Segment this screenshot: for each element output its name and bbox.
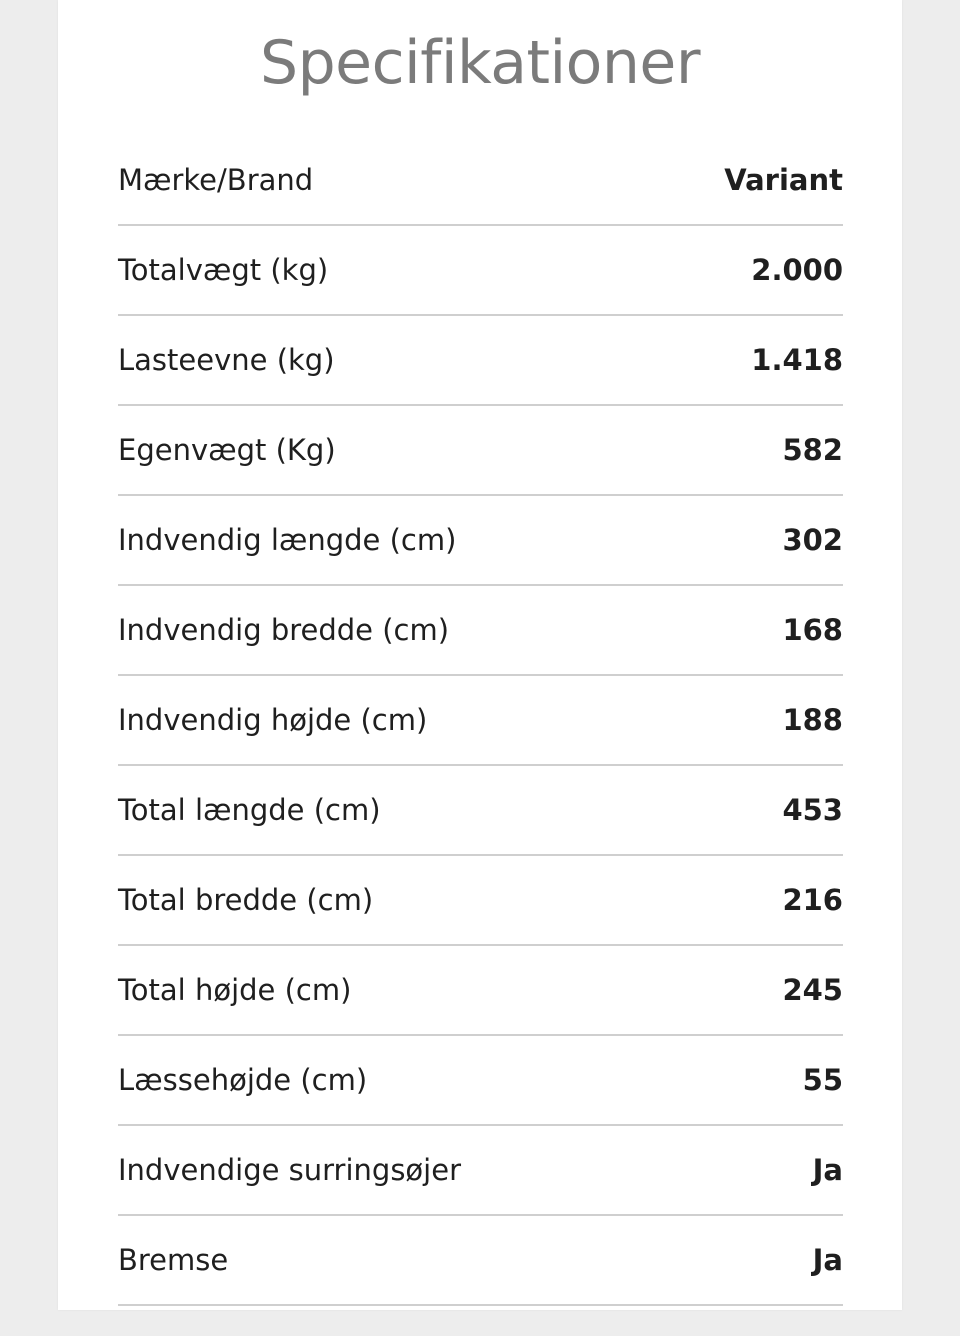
spec-label: Indvendig længde (cm) [118,523,457,557]
spec-table [118,136,843,1306]
spec-label: Indvendig højde (cm) [118,703,428,737]
spec-value: 188 [782,703,843,737]
spec-row-brake [118,1216,843,1306]
spec-row-inner-width [118,586,843,676]
spec-row-total-width [118,856,843,946]
spec-row-total-height [118,946,843,1036]
spec-value: 582 [782,433,843,467]
spec-card [58,0,902,1310]
spec-row-loading-height [118,1036,843,1126]
spec-label: Indvendig bredde (cm) [118,613,450,647]
spec-value: 1.418 [751,343,843,377]
spec-value: Ja [812,1153,843,1187]
spec-label: Total højde (cm) [118,973,352,1007]
page-title: Specifikationer [259,28,700,98]
spec-value: 216 [782,883,843,917]
spec-value: Ja [812,1243,843,1277]
spec-row-total-length [118,766,843,856]
spec-label: Lasteevne (kg) [118,343,335,377]
spec-row-total-weight [118,226,843,316]
spec-row-lashing-eyes [118,1126,843,1216]
spec-label: Mærke/Brand [118,163,314,197]
spec-value: 55 [802,1063,843,1097]
spec-row-inner-height [118,676,843,766]
spec-value: 453 [782,793,843,827]
spec-row-load-capacity [118,316,843,406]
spec-label: Total længde (cm) [118,793,381,827]
spec-label: Læssehøjde (cm) [118,1063,368,1097]
spec-value: 2.000 [751,253,843,287]
spec-label: Egenvægt (Kg) [118,433,336,467]
spec-row-own-weight [118,406,843,496]
spec-label: Total bredde (cm) [118,883,374,917]
spec-value: 245 [782,973,843,1007]
spec-row-brand [118,136,843,226]
spec-value: Variant [724,163,843,197]
spec-label: Totalvægt (kg) [118,253,329,287]
spec-value: 302 [782,523,843,557]
spec-label: Indvendige surringsøjer [118,1153,462,1187]
spec-value: 168 [782,613,843,647]
spec-label: Bremse [118,1243,229,1277]
spec-row-inner-length [118,496,843,586]
